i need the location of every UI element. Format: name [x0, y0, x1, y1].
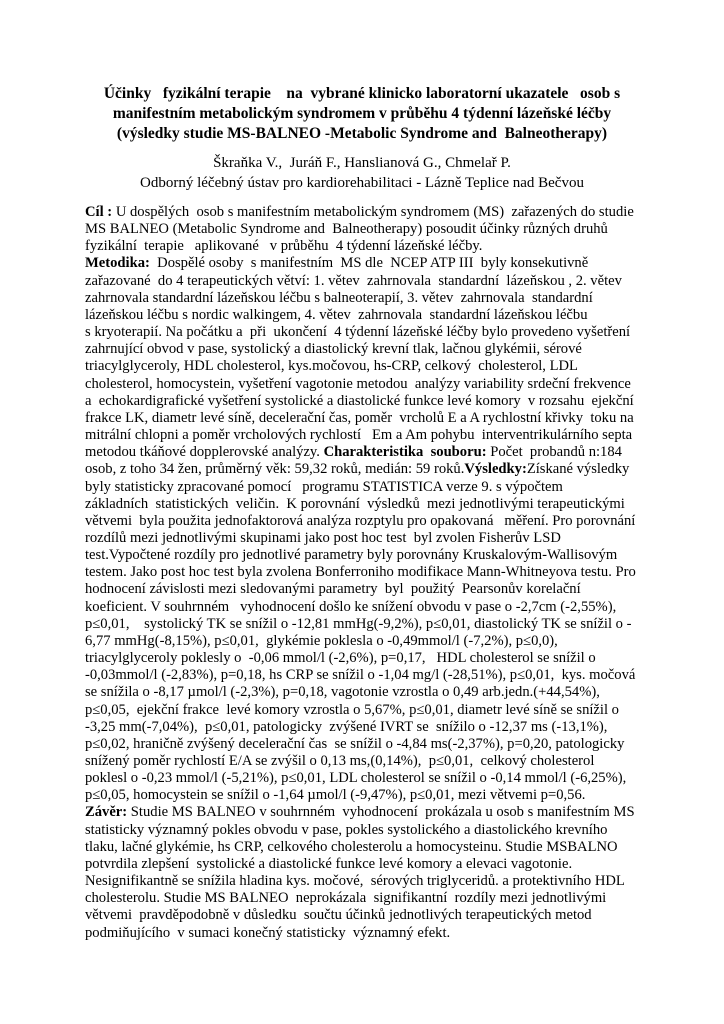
- body-line: [85, 461, 658, 478]
- body-line: [85, 581, 658, 598]
- body-line: [85, 684, 658, 701]
- body-line: [85, 925, 658, 942]
- text-segment: základních statistických veličin. K porovnání výsledků mezi jednotlivými terapeutickými: [85, 495, 625, 512]
- text-segment: Získané výsledky: [526, 461, 630, 478]
- text-segment: p≤0,05, ejekční frakce levé komory vzrostla o 5,67%, p≤0,01, diametr levé síně se snížil o: [85, 701, 619, 718]
- body-line: [85, 890, 658, 907]
- body-line: [85, 564, 658, 581]
- body-line: [85, 650, 658, 667]
- text-segment: p≤0,01, systolický TK se snížil o -12,81 mmHg(-9,2%), p≤0,01, diastolický TK se snížil o -: [85, 615, 632, 632]
- text-segment: testem. Jako post hoc test byla zvolena Bonferroniho modifikace Mann-Whitneyova testu. Pro: [85, 564, 636, 581]
- text-segment: osob, z toho 34 žen, průměrný věk: 59,32 roků, medián: 59 roků.: [85, 461, 465, 478]
- body-line: [85, 324, 658, 341]
- text-segment: mitrální chlopni a poměr vrcholových rychlostí Em a Am pohybu interventrikulárního septa: [85, 427, 633, 444]
- title-line-3: (výsledky studie MS-BALNEO -Metabolic Syndrome and Balneotherapy): [116, 125, 608, 142]
- text-segment: snížený poměr rychlostí E/A se zvýšil o 0,13 ms,(0,14%), p≤0,01, celkový cholesterol: [85, 753, 595, 769]
- affiliation-line: Odborný léčebný ústav pro kardiorehabilitaci - Lázně Teplice nad Bečvou: [140, 175, 584, 191]
- body-line: [85, 376, 658, 393]
- bold-text-segment: Charakteristika souboru:: [323, 444, 487, 461]
- text-segment: větvemi byla použita jednofaktorová analýza rozptylu pro opakovaná měření. Pro porovnání: [85, 512, 636, 529]
- title-line-1: Účinky fyzikální terapie na vybrané klinicko laboratorní ukazatele osob s: [103, 85, 621, 102]
- body-line: [85, 393, 658, 410]
- text-segment: potvrdila zlepšení systolické a diastolické funkce levé komory a elevaci vagotonie.: [85, 855, 573, 872]
- text-segment: hodnocení závislosti mezi sledovanými parametry byl použitý Pearsonův korelační: [85, 581, 581, 598]
- text-segment: rozdílů mezi jednotlivými skupinami jako post hoc test byl zvolen Fisherův LSD: [85, 529, 561, 546]
- text-segment: triacylglyceroly poklesly o -0,06 mmol/l (-2,6%), p=0,17, HDL cholesterol se snížil o: [85, 650, 596, 667]
- text-segment: -3,25 mm(-7,04%), p≤0,01, patologicky zvýšené IVRT se snížilo o -12,37 ms (-13,1%),: [85, 718, 608, 735]
- text-segment: cholesterolu. Studie MS BALNEO neprokázala signifikantní rozdíly mezi jednotlivými: [85, 890, 607, 907]
- body-line: [85, 221, 658, 238]
- body-line: [85, 667, 658, 684]
- body-line: [85, 204, 658, 221]
- text-segment: U dospělých osob s manifestním metabolickým syndromem (MS) zařazených do studie: [112, 204, 634, 220]
- text-segment: frakce LK, diametr levé síně, decelerační čas, poměr vrcholů E a A rychlostní křivky toku na: [85, 409, 634, 426]
- body-line: [85, 856, 658, 873]
- body-line: [85, 804, 658, 821]
- body-line: [85, 513, 658, 530]
- bold-text-segment: Metodika:: [85, 255, 150, 272]
- body-line: [85, 770, 658, 787]
- body-line: [85, 410, 658, 427]
- text-segment: triacylglyceroly, HDL cholesterol, kys.močovou, hs-CRP, celkový cholesterol, LDL: [85, 358, 578, 375]
- text-segment: tlaku, lačné glykémie, hs CRP, celkového cholesterolu a homocysteinu. Studie MSBALNO: [85, 838, 618, 855]
- text-segment: p≤0,02, hraničně zvýšený decelerační čas se snížil o -4,84 ms(-2,37%), p=0,20, patologicky: [85, 735, 625, 752]
- text-segment: fyzikální terapie aplikované v průběhu 4 týdenní lázeňské léčby.: [85, 238, 483, 255]
- text-segment: lázeňskou léčbu s nordic walkingem, 4. větev zahrnovala standardní lázeňskou léčbu: [85, 306, 588, 323]
- body-line: [85, 787, 658, 804]
- text-segment: Studie MS BALNEO v souhrnném vyhodnocení prokázala u osob s manifestním MS: [127, 804, 635, 821]
- body-line: [85, 238, 658, 255]
- text-segment: s kryoterapií. Na počátku a při ukončení 4 týdenní lázeňské léčby bylo provedeno vyšetření: [85, 324, 631, 341]
- body-line: [85, 633, 658, 650]
- text-segment: statisticky významný pokles obvodu v pase, pokles systolického a diastolického krevního: [85, 821, 608, 838]
- body-line: [85, 616, 658, 633]
- document-title: [0, 0, 724, 144]
- body-line: [85, 341, 658, 358]
- text-segment: poklesl o -0,23 mmol/l (-5,21%), p≤0,01, LDL cholesterol se snížil o -0,14 mmol/l (-6,25%),: [85, 770, 627, 787]
- body-line: [85, 358, 658, 375]
- bold-text-segment: Závěr:: [85, 804, 128, 821]
- body-line: [85, 530, 658, 547]
- body-line: [85, 719, 658, 736]
- text-segment: metodou tkáňové dopplerovské analýzy.: [85, 444, 324, 461]
- text-segment: zařazované do 4 terapeutických větví: 1. větev zahrnovala standardní lázeňskou , 2. větev: [85, 272, 622, 289]
- body-line: [85, 496, 658, 513]
- text-segment: MS BALNEO (Metabolic Syndrome and Balneotherapy) posoudit účinky různých druhů: [85, 221, 608, 238]
- body-line: [85, 822, 658, 839]
- text-segment: větvemi pravděpodobně v důsledku součtu účinků jednotlivých terapeutických metod: [85, 907, 592, 924]
- text-segment: test.Vypočtené rozdíly pro jednotlivé parametry byly porovnány Kruskalovým-Wallisovým: [85, 547, 618, 564]
- body-line: [85, 873, 658, 890]
- authors-line: Škraňka V., Juráň F., Hanslianová G., Chmelař P.: [213, 155, 511, 171]
- body-line: [85, 907, 658, 924]
- title-line-2: manifestním metabolickým syndromem v průběhu 4 týdenní lázeňské léčby: [112, 105, 612, 122]
- body-line: [85, 290, 658, 307]
- body-line: [85, 736, 658, 753]
- text-segment: Dospělé osoby s manifestním MS dle NCEP ATP III byly konsekutivně: [149, 255, 589, 272]
- body-line: [85, 427, 658, 444]
- text-segment: p≤0,05, homocystein se snížil o -1,64 µmol/l (-9,47%), p≤0,01, mezi větvemi p=0,56.: [85, 787, 586, 804]
- text-segment: a echokardigrafické vyšetření systolické a diastolické funkce levé komory v rozsahu ejekční: [85, 392, 634, 409]
- text-segment: Nesignifikantně se snížila hladina kys. močové, sérových triglyceridů. a protektivního HDL: [85, 873, 625, 890]
- body-line: [85, 547, 658, 564]
- text-segment: podmiňujícího v sumaci konečný statisticky významný efekt.: [85, 924, 451, 941]
- text-segment: Počet probandů n:184: [486, 444, 622, 461]
- text-segment: zahrnující obvod v pase, systolický a diastolický krevní tlak, lačnou glykémii, sérové: [85, 341, 582, 358]
- body-line: [85, 479, 658, 496]
- text-segment: byly statisticky zpracované pomocí programu STATISTICA verze 9. s výpočtem: [85, 478, 563, 495]
- body-line: [85, 444, 658, 461]
- body-line: [85, 599, 658, 616]
- text-segment: koeficient. V souhrnném vyhodnocení došlo ke snížení obvodu v pase o -2,7cm (-2,55%),: [85, 598, 617, 615]
- body-line: [85, 702, 658, 719]
- text-segment: -0,03mmol/l (-2,83%), p=0,18, hs CRP se snížil o -1,04 mg/l (-28,51%), p≤0,01, kys. močová: [85, 667, 636, 684]
- body-line: [85, 307, 658, 324]
- abstract-body: [85, 204, 658, 942]
- bold-text-segment: Výsledky:: [464, 461, 527, 478]
- body-line: [85, 753, 658, 770]
- text-segment: 6,77 mmHg(-8,15%), p≤0,01, glykémie poklesla o -0,49mmol/l (-7,2%), p≤0,0),: [85, 632, 558, 649]
- text-segment: cholesterol, homocystein, vyšetření vagotonie metodou analýzy variability srdeční frekvence: [85, 375, 631, 392]
- text-segment: se snížila o -8,17 µmol/l (-2,3%), p=0,18, vagotonie vzrostla o 0,49 arb.jedn.(+44,54%),: [85, 684, 600, 701]
- body-line: [85, 273, 658, 290]
- body-line: [85, 839, 658, 856]
- bold-text-segment: Cíl :: [85, 204, 113, 220]
- text-segment: zahrnovala standardní lázeňskou léčbu s balneoterapií, 3. větev zahrnovala standardní: [85, 289, 593, 306]
- body-line: [85, 255, 658, 272]
